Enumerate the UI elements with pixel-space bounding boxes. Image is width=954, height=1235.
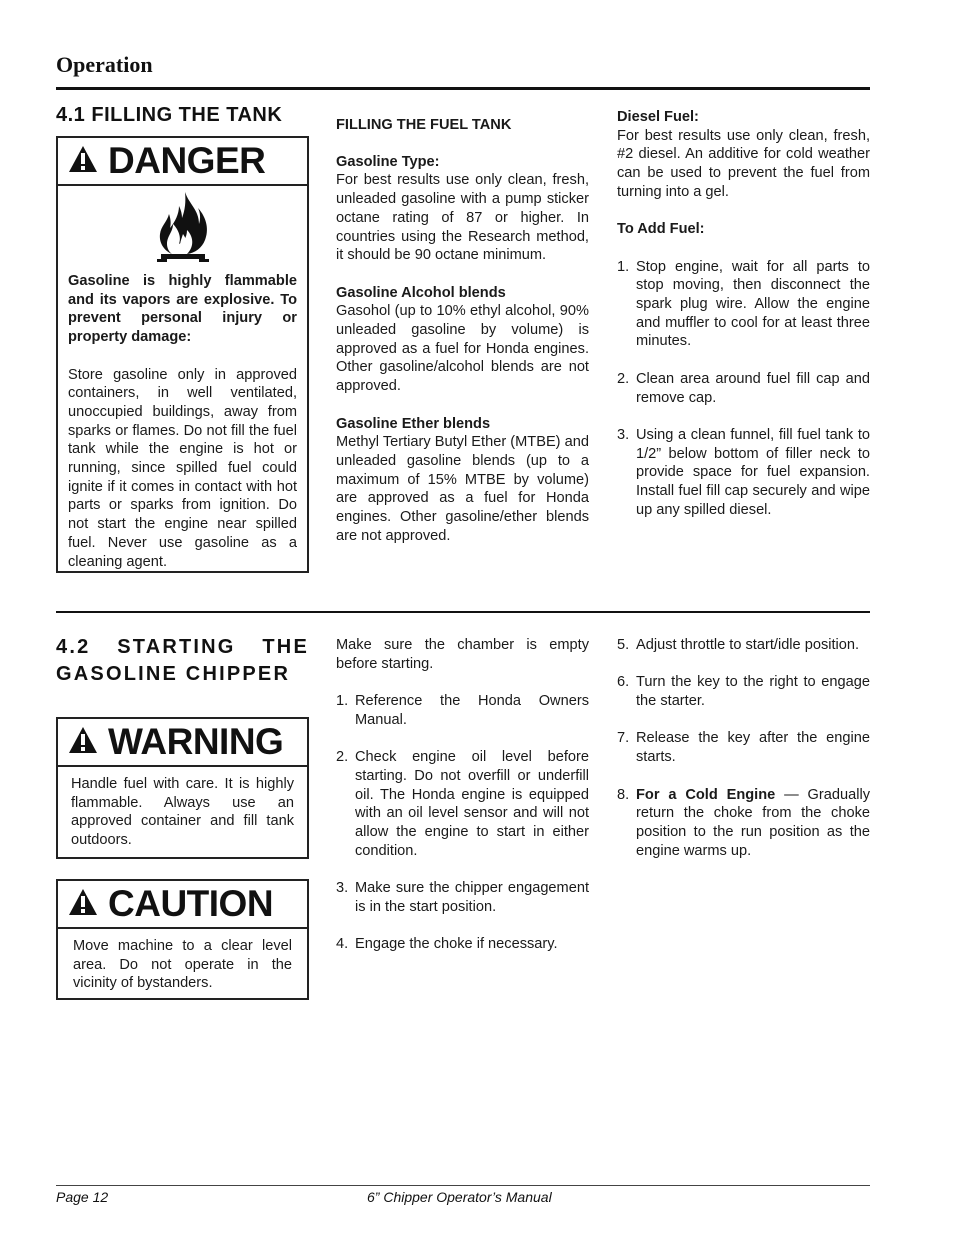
caution-box bbox=[56, 879, 309, 1000]
section-header: Operation bbox=[56, 52, 153, 77]
list-item: 3. Using a clean funnel, fill fuel tank to 1/2” below bottom of filler neck to provide space for fuel expansion. Install fuel fill cap securely and wipe up any spilled diesel. bbox=[617, 426, 870, 518]
warning-triangle-icon bbox=[68, 726, 98, 759]
alcohol-blends-heading: Gasoline Alcohol blends bbox=[336, 284, 506, 301]
warning-triangle-icon bbox=[68, 145, 98, 178]
starting-column-2 bbox=[617, 636, 870, 879]
footer-rule bbox=[56, 1185, 870, 1186]
starting-column-1 bbox=[336, 636, 589, 973]
list-item: 6. Turn the key to the right to engage the starter. bbox=[617, 674, 870, 710]
diesel-text: For best results use only clean, fresh, #2 diesel. An additive for cold weather can be used to prevent the fuel from turning into a gel. bbox=[617, 127, 870, 200]
fuel-tank-heading: FILLING THE FUEL TANK bbox=[336, 117, 512, 133]
starting-intro: Make sure the chamber is empty before starting. bbox=[336, 637, 589, 672]
list-item: 8. For a Cold Engine — Gradually return the choke from the choke position to the run position as the engine warms up. bbox=[617, 786, 870, 859]
ether-blends-heading: Gasoline Ether blends bbox=[336, 415, 491, 432]
page-number: Page 12 bbox=[56, 1189, 109, 1205]
starting-steps-2 bbox=[617, 636, 870, 860]
warning-box bbox=[56, 717, 309, 859]
section-title-filling-tank: 4.1 FILLING THE TANK bbox=[56, 104, 283, 126]
caution-text: Move machine to a clear level area. Do not operate in the vicinity of bystanders. bbox=[73, 938, 292, 992]
add-fuel-heading: To Add Fuel: bbox=[617, 221, 705, 238]
caution-signal-word: CAUTION bbox=[108, 883, 274, 924]
caution-box-header bbox=[58, 881, 307, 929]
list-item: 2. Check engine oil level before starting. Do not overfill or underfill oil. The Honda engine is equipped with an oil level sensor and will not allow the engine to start in either condition. bbox=[336, 749, 589, 859]
warning-text: Handle fuel with care. It is highly flammable. Always use an approved container and fill tank outdoors. bbox=[71, 776, 294, 849]
list-item: 5. Adjust throttle to start/idle position. bbox=[617, 637, 860, 653]
danger-box bbox=[56, 136, 309, 573]
section-title-starting-chipper: 4.2 STARTING THE GASOLINE CHIPPER bbox=[56, 636, 309, 685]
gasoline-type-heading: Gasoline Type: bbox=[336, 153, 440, 170]
danger-signal-word: DANGER bbox=[108, 140, 266, 181]
warning-box-header bbox=[58, 719, 307, 767]
diesel-heading: Diesel Fuel: bbox=[617, 109, 699, 125]
list-item: 1. Stop engine, wait for all parts to stop moving, then disconnect the spark plug wire. Allow the engine and muffler to cool for at least three minutes. bbox=[617, 258, 870, 350]
list-item: 3. Make sure the chipper engagement is in the start position. bbox=[336, 880, 589, 915]
list-item: 7. Release the key after the engine starts. bbox=[617, 730, 870, 766]
warning-signal-word: WARNING bbox=[108, 721, 284, 762]
manual-title: 6” Chipper Operator’s Manual bbox=[367, 1189, 552, 1205]
list-item: 1. Reference the Honda Owners Manual. bbox=[336, 693, 589, 728]
header-rule bbox=[56, 87, 870, 90]
diesel-column bbox=[617, 108, 870, 538]
starting-steps-1 bbox=[336, 692, 589, 954]
danger-bold-text: Gasoline is highly flammable and its vapors are explosive. To prevent personal injury or property damage: bbox=[68, 273, 297, 346]
ether-blends-text: Methyl Tertiary Butyl Ether (MTBE) and unleaded gasoline blends (up to a maximum of 15% MTBE by volume) are approved as a fuel for Honda engines. Other gasoline/ether blends are not approved. bbox=[336, 434, 589, 544]
danger-body-text: Store gasoline only in approved containers, in well ventilated, unoccupied buildings, away from sparks or flames. Do not fill the fuel tank while the engine is hot or running, since spilled fuel could ignite if it comes in contact with hot parts or sparks from ignition. Do not start the engine near spilled fuel. Never use gasoline as a cleaning agent. bbox=[68, 366, 297, 570]
flame-icon bbox=[58, 190, 307, 268]
fuel-tank-column bbox=[336, 116, 589, 564]
list-item: 2. Clean area around fuel fill cap and remove cap. bbox=[617, 370, 870, 406]
warning-triangle-icon bbox=[68, 888, 98, 921]
section-divider bbox=[56, 611, 870, 613]
danger-box-header bbox=[58, 138, 307, 186]
add-fuel-steps bbox=[617, 258, 870, 520]
list-item: 4. Engage the choke if necessary. bbox=[336, 936, 558, 953]
alcohol-blends-text: Gasohol (up to 10% ethyl alcohol, 90% unleaded gasoline by volume) is approved as a fuel for Honda engines. Other gasoline/alcohol blends are not approved. bbox=[336, 303, 589, 395]
gasoline-type-text: For best results use only clean, fresh, unleaded gasoline with a pump sticker octane rating of 87 or higher. In countries using the Research method, it should be 90 octane minimum. bbox=[336, 172, 589, 264]
